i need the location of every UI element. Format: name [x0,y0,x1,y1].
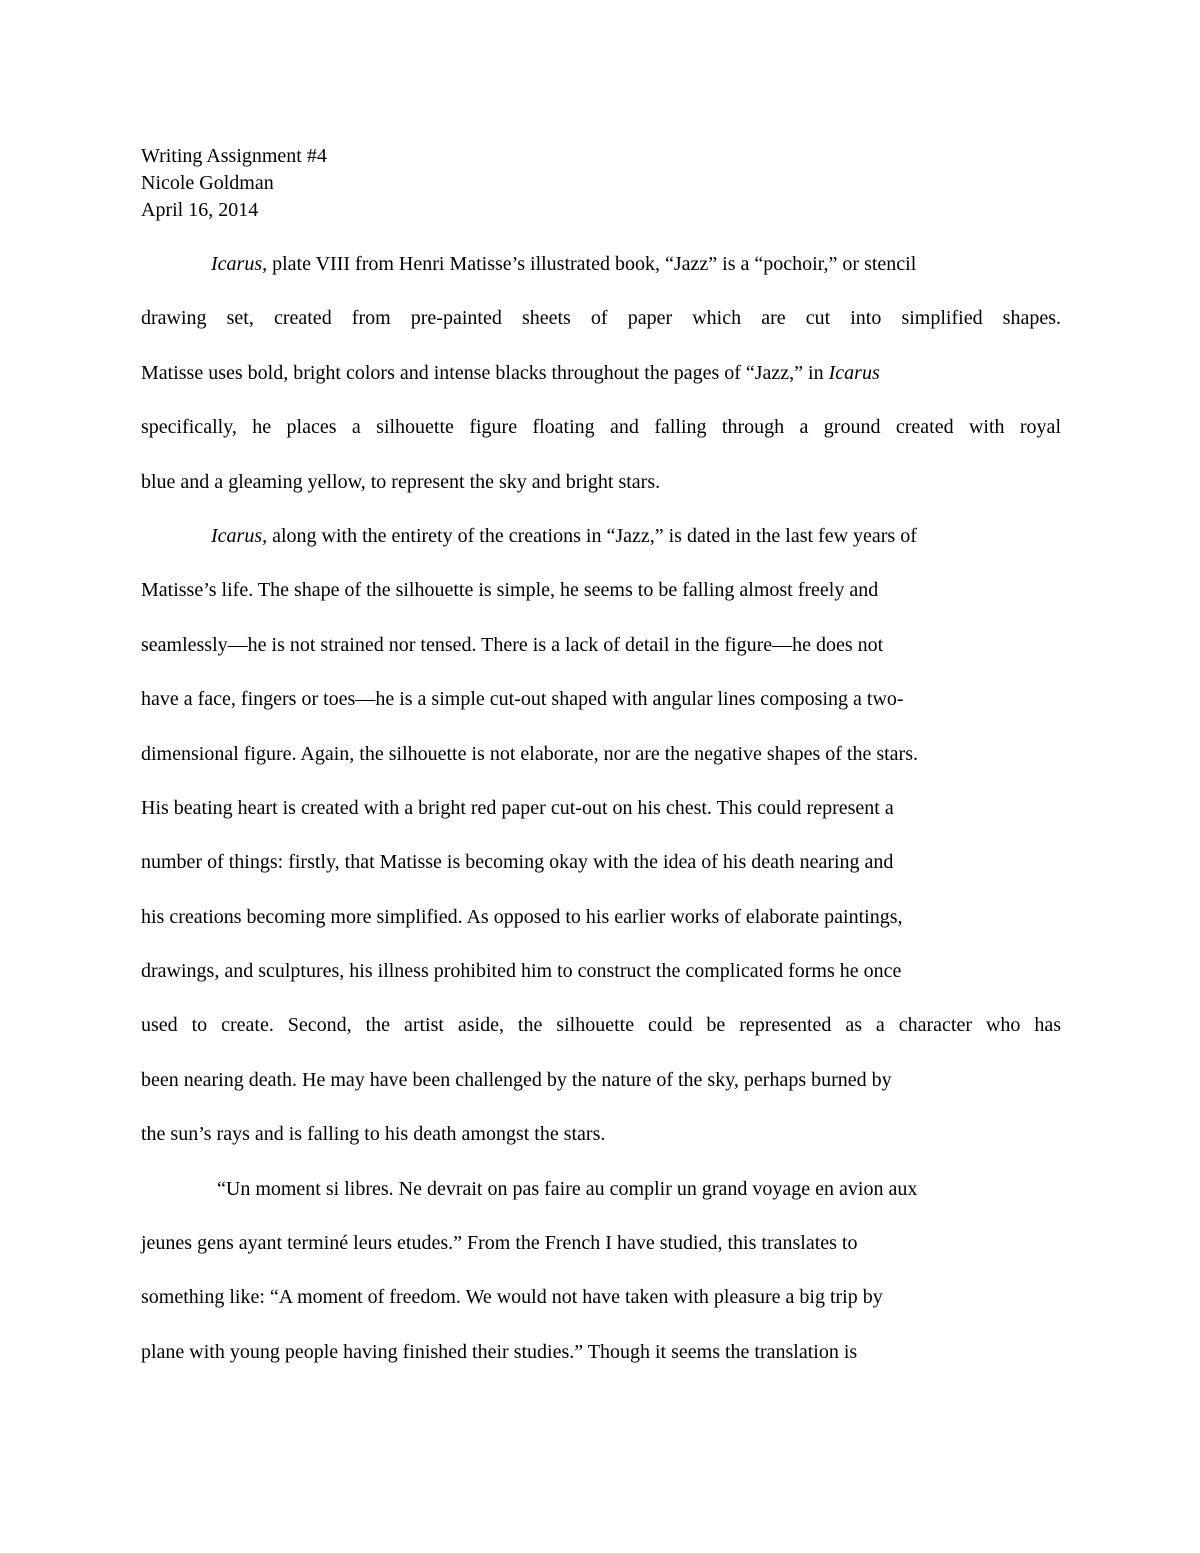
author-name: Nicole Goldman [141,172,274,194]
paragraph-3-line-3: something like: “A moment of freedom. We would not have taken with pleasure a big trip by [141,1286,883,1309]
artwork-title: Icarus [828,361,880,384]
paragraph-2-line-2: Matisse’s life. The shape of the silhouette is simple, he seems to be falling almost freely and [141,579,879,602]
paragraph-3-line-1: “Un moment si libres. Ne devrait on pas faire au complir un grand voyage en avion aux [217,1177,918,1200]
artwork-title: Icarus [211,524,263,547]
assignment-date: April 16, 2014 [141,199,259,221]
paragraph-2-line-1: Icarus, along with the entirety of the creations in “Jazz,” is dated in the last few years of [211,524,917,547]
paragraph-1-line-4: specifically, he places a silhouette figure floating and falling through a ground created with royal [141,416,1061,439]
paragraph-2-line-12: the sun’s rays and is falling to his death amongst the stars. [141,1123,606,1146]
paragraph-1-line-2: drawing set, created from pre-painted sheets of paper which are cut into simplified shapes. [141,307,1061,330]
paragraph-2-line-11: been nearing death. He may have been challenged by the nature of the sky, perhaps burned by [141,1068,892,1091]
paragraph-2-line-9: drawings, and sculptures, his illness prohibited him to construct the complicated forms he once [141,960,902,983]
artwork-title: Icarus [211,253,263,275]
paragraph-1-line-1: Icarus, plate VIII from Henri Matisse’s illustrated book, “Jazz” is a “pochoir,” or stencil [211,253,917,275]
paragraph-2-line-3: seamlessly—he is not strained nor tensed. There is a lack of detail in the figure—he does not [141,633,884,656]
paragraph-3-line-2: jeunes gens ayant terminé leurs etudes.” From the French I have studied, this translates to [141,1232,858,1255]
document-heading [141,143,327,224]
paragraph-2-line-10: used to create. Second, the artist aside, the silhouette could be represented as a character who has [141,1014,1061,1037]
essay-body [141,249,1061,1391]
paragraph-2-line-8: his creations becoming more simplified. As opposed to his earlier works of elaborate paintings, [141,905,903,928]
assignment-title: Writing Assignment #4 [141,145,327,167]
paragraph-1-line-3: Matisse uses bold, bright colors and intense blacks throughout the pages of “Jazz,” in Icarus [141,361,880,384]
paragraph-2-line-7: number of things: firstly, that Matisse is becoming okay with the idea of his death nearing and [141,851,894,874]
paragraph-2-line-6: His beating heart is created with a bright red paper cut-out on his chest. This could represent a [141,796,894,819]
paragraph-1-line-5: blue and a gleaming yellow, to represent the sky and bright stars. [141,470,661,493]
paragraph-2-line-4: have a face, fingers or toes—he is a simple cut-out shaped with angular lines composing a two- [141,688,904,711]
paragraph-3-line-4: plane with young people having finished their studies.” Though it seems the translation is [141,1340,858,1363]
paragraph-2-line-5: dimensional figure. Again, the silhouette is not elaborate, nor are the negative shapes of the stars. [141,742,918,765]
